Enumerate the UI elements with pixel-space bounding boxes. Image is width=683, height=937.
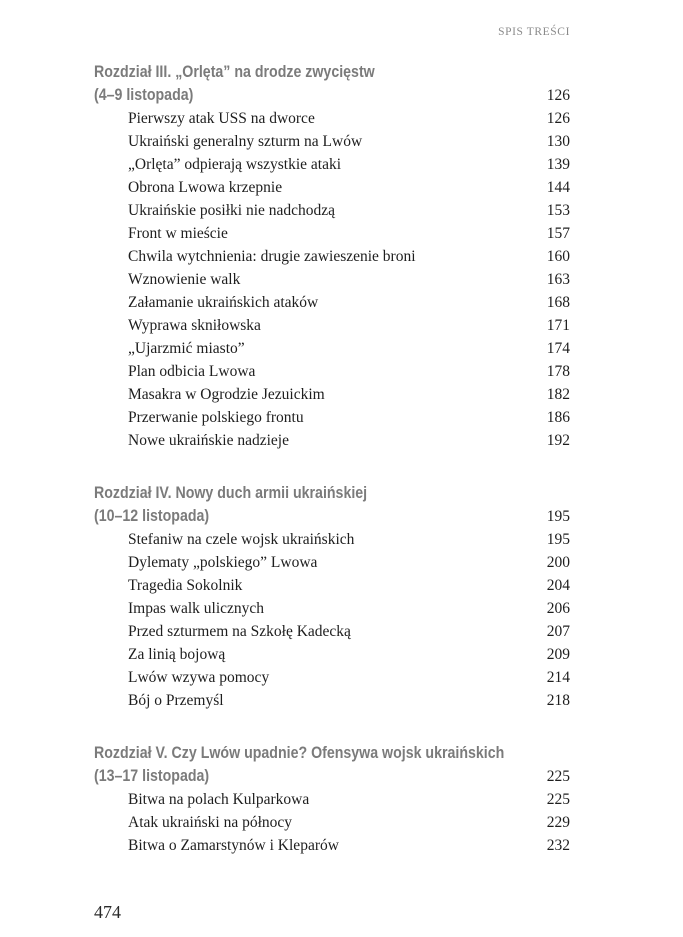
chapter-page-number: 195 [546, 508, 570, 525]
toc-entry[interactable] [94, 429, 570, 452]
table-of-contents [94, 61, 570, 887]
entry-title: Przerwanie polskiego frontu [128, 409, 304, 426]
entry-page-number: 126 [546, 110, 570, 127]
toc-entry[interactable] [94, 107, 570, 130]
toc-entry[interactable] [94, 811, 570, 834]
entry-title: Załamanie ukraińskich ataków [128, 294, 319, 311]
toc-entry[interactable] [94, 360, 570, 383]
toc-entry[interactable] [94, 268, 570, 291]
toc-entry[interactable] [94, 245, 570, 268]
toc-entry[interactable] [94, 199, 570, 222]
entry-title: Stefaniw na czele wojsk ukraińskich [128, 531, 355, 548]
page-number-footer: 474 [94, 902, 121, 922]
toc-entry[interactable] [94, 383, 570, 406]
entry-page-number: 171 [546, 317, 570, 334]
entry-page-number: 218 [546, 692, 570, 709]
entry-page-number: 195 [546, 531, 570, 548]
toc-entry[interactable] [94, 574, 570, 597]
entry-list [94, 528, 570, 712]
toc-entry[interactable] [94, 337, 570, 360]
entry-title: „Ujarzmić miasto” [128, 340, 245, 357]
toc-entry[interactable] [94, 620, 570, 643]
entry-title: Plan odbicia Lwowa [128, 363, 256, 380]
chapter-4 [94, 482, 570, 712]
entry-title: Ukraiński generalny szturm na Lwów [128, 133, 363, 150]
toc-entry[interactable] [94, 528, 570, 551]
toc-entry[interactable] [94, 689, 570, 712]
entry-page-number: 229 [546, 814, 570, 831]
entry-title: Chwila wytchnienia: drugie zawieszenie broni [128, 248, 416, 265]
entry-title: Obrona Lwowa krzepnie [128, 179, 283, 196]
toc-entry[interactable] [94, 788, 570, 811]
entry-page-number: 209 [546, 646, 570, 663]
entry-title: Pierwszy atak USS na dworce [128, 110, 315, 127]
entry-title: Nowe ukraińskie nadzieje [128, 432, 289, 449]
entry-title: Lwów wzywa pomocy [128, 669, 270, 686]
entry-page-number: 186 [546, 409, 570, 426]
toc-entry[interactable] [94, 291, 570, 314]
entry-title: Dylematy „polskiego” Lwowa [128, 554, 318, 571]
toc-entry[interactable] [94, 834, 570, 857]
entry-list [94, 107, 570, 452]
chapter-page-number: 126 [546, 87, 570, 104]
entry-page-number: 130 [546, 133, 570, 150]
entry-page-number: 163 [546, 271, 570, 288]
entry-page-number: 204 [546, 577, 570, 594]
running-head: SPIS TREŚCI [498, 26, 570, 38]
entry-page-number: 174 [546, 340, 570, 357]
toc-entry[interactable] [94, 666, 570, 689]
entry-page-number: 168 [546, 294, 570, 311]
toc-entry[interactable] [94, 643, 570, 666]
entry-page-number: 214 [546, 669, 570, 686]
chapter-3 [94, 61, 570, 452]
entry-page-number: 144 [546, 179, 570, 196]
chapter-title-row [94, 765, 570, 788]
entry-title: Przed szturmem na Szkołę Kadecką [128, 623, 351, 640]
chapter-title-row [94, 505, 570, 528]
entry-page-number: 225 [546, 791, 570, 808]
chapter-title-dates[interactable]: (4–9 listopada) [94, 86, 194, 104]
chapter-page-number: 225 [546, 768, 570, 785]
entry-title: Tragedia Sokolnik [128, 577, 243, 594]
entry-page-number: 157 [546, 225, 570, 242]
toc-entry[interactable] [94, 153, 570, 176]
toc-entry[interactable] [94, 551, 570, 574]
entry-title: Masakra w Ogrodzie Jezuickim [128, 386, 325, 403]
entry-title: „Orlęta” odpierają wszystkie ataki [128, 156, 342, 173]
entry-title: Za linią bojową [128, 646, 226, 663]
entry-page-number: 182 [546, 386, 570, 403]
entry-page-number: 207 [546, 623, 570, 640]
toc-entry[interactable] [94, 597, 570, 620]
entry-page-number: 206 [546, 600, 570, 617]
chapter-title-dates[interactable]: (13–17 listopada) [94, 767, 210, 785]
entry-title: Bój o Przemyśl [128, 692, 224, 709]
chapter-title[interactable]: Rozdział IV. Nowy duch armii ukraińskiej [94, 484, 368, 502]
entry-page-number: 160 [546, 248, 570, 265]
chapter-title-dates[interactable]: (10–12 listopada) [94, 507, 210, 525]
entry-page-number: 192 [546, 432, 570, 449]
entry-page-number: 178 [546, 363, 570, 380]
entry-title: Impas walk ulicznych [128, 600, 265, 617]
entry-page-number: 153 [546, 202, 570, 219]
toc-entry[interactable] [94, 222, 570, 245]
entry-page-number: 139 [546, 156, 570, 173]
entry-title: Ukraińskie posiłki nie nadchodzą [128, 202, 336, 219]
entry-title: Front w mieście [128, 225, 228, 242]
toc-entry[interactable] [94, 130, 570, 153]
entry-page-number: 200 [546, 554, 570, 571]
entry-page-number: 232 [546, 837, 570, 854]
toc-entry[interactable] [94, 176, 570, 199]
entry-list [94, 788, 570, 857]
entry-title: Atak ukraiński na północy [128, 814, 293, 831]
chapter-5 [94, 742, 570, 857]
entry-title: Bitwa na polach Kulparkowa [128, 791, 310, 808]
chapter-title-row [94, 84, 570, 107]
entry-title: Bitwa o Zamarstynów i Kleparów [128, 837, 339, 854]
chapter-title[interactable]: Rozdział V. Czy Lwów upadnie? Ofensywa wojsk ukraińskich [94, 744, 505, 762]
toc-entry[interactable] [94, 314, 570, 337]
entry-title: Wznowienie walk [128, 271, 241, 288]
chapter-title[interactable]: Rozdział III. „Orlęta” na drodze zwycięstw [94, 63, 375, 81]
entry-title: Wyprawa skniłowska [128, 317, 261, 334]
toc-entry[interactable] [94, 406, 570, 429]
